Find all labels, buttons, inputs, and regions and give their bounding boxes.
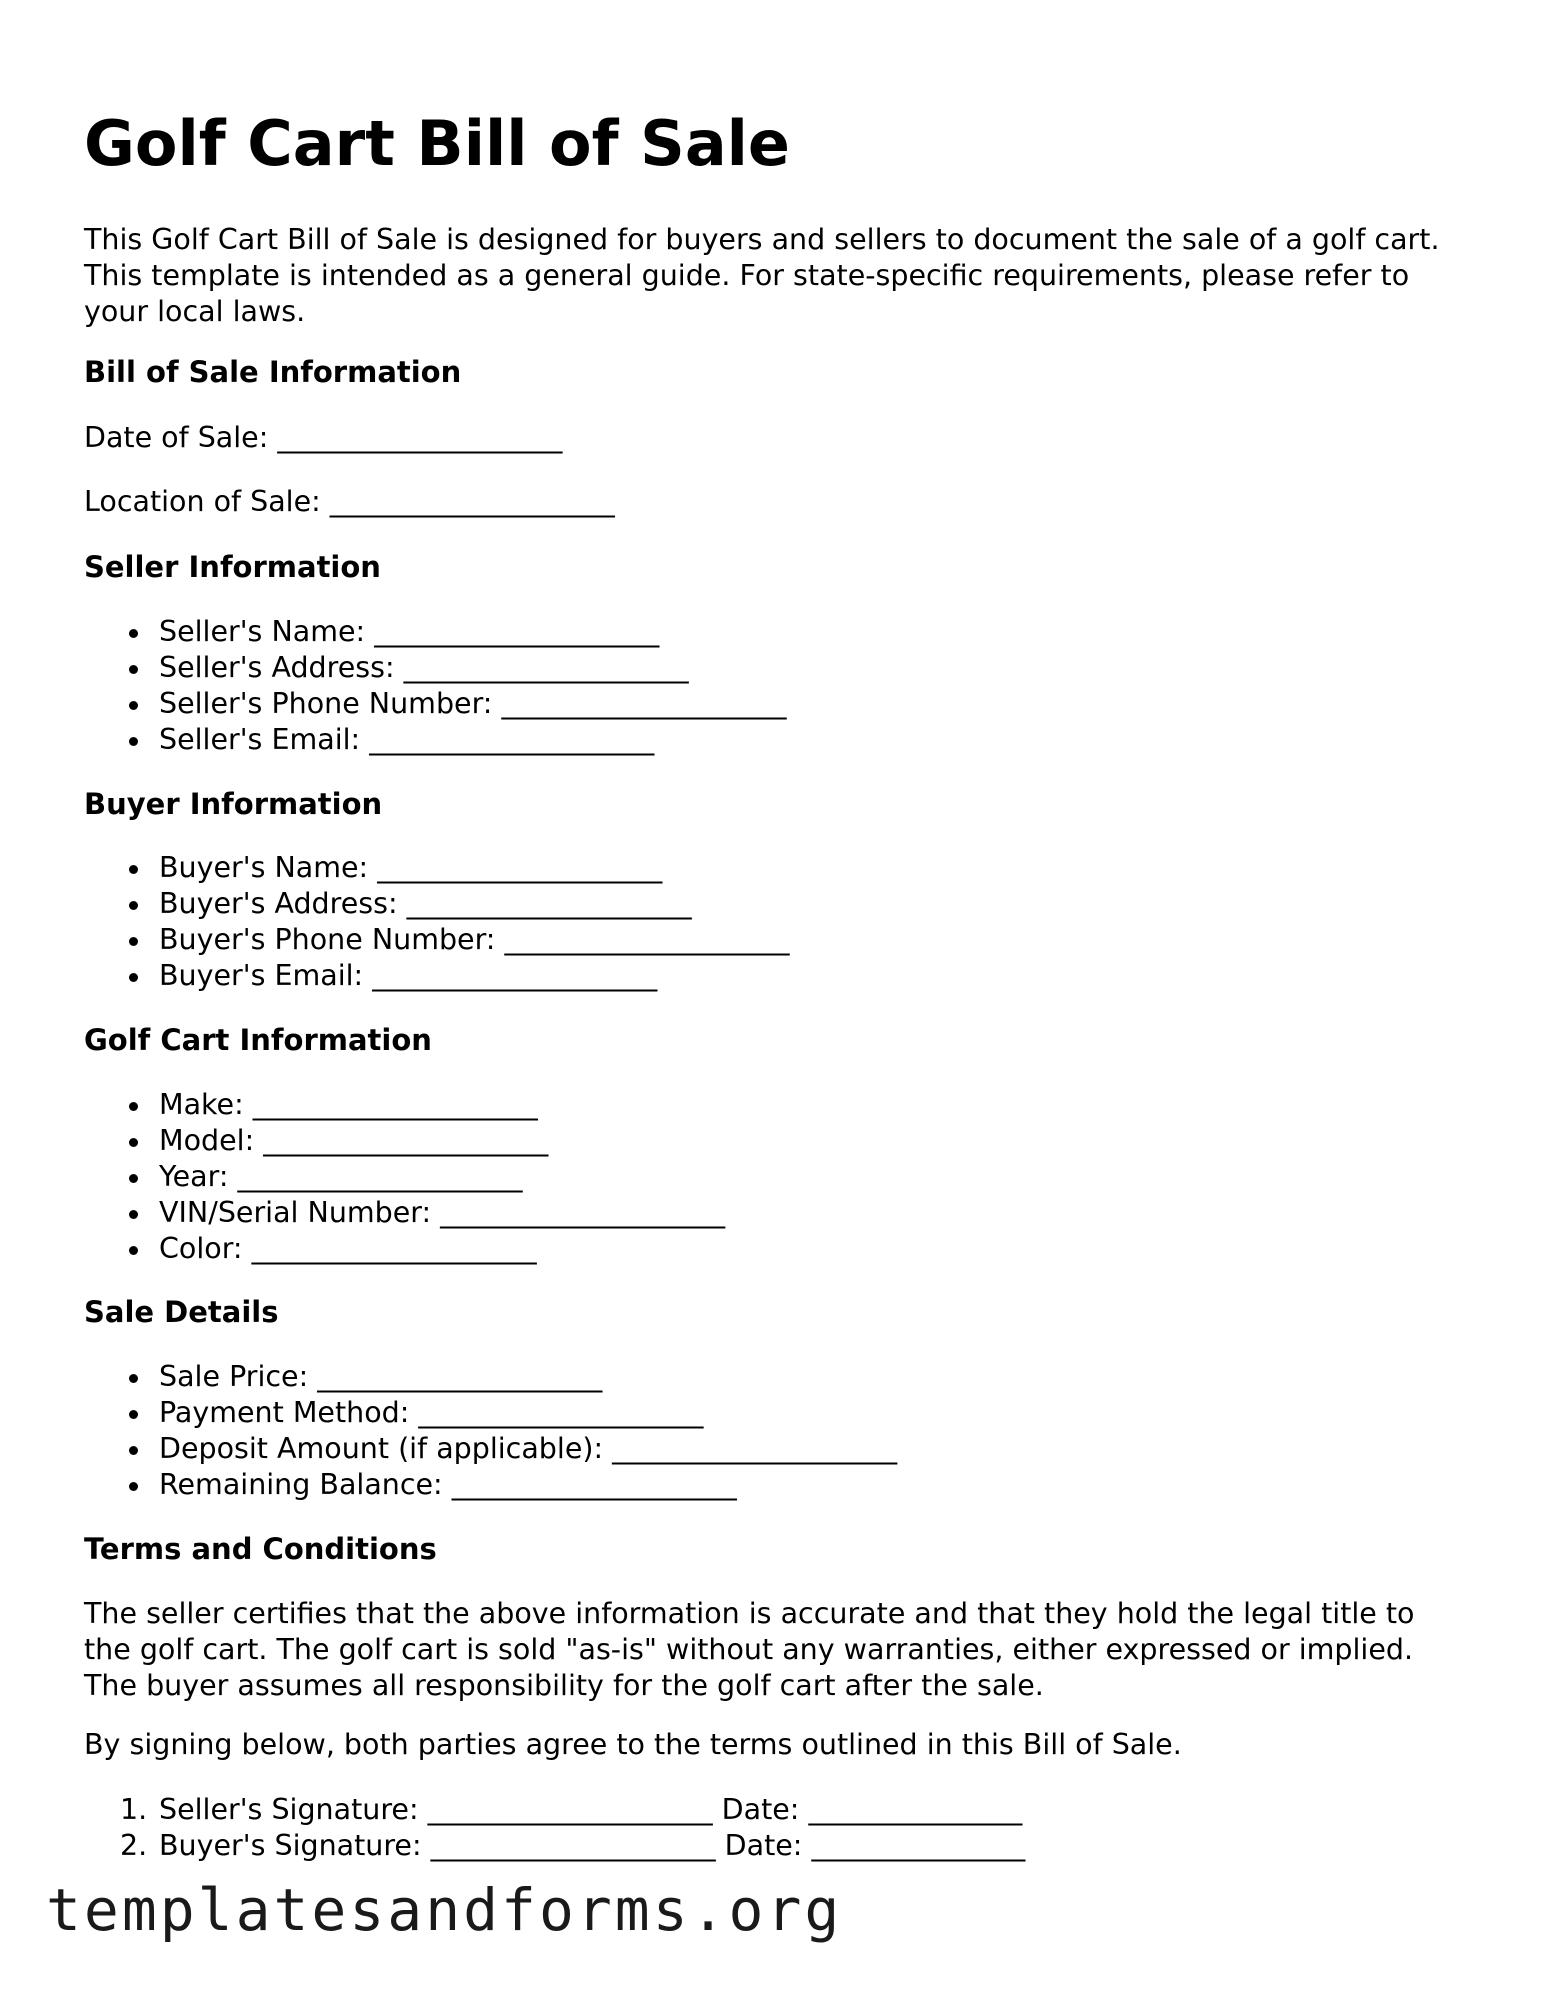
sale-details-list bbox=[84, 1359, 897, 1503]
seller-name-field: Seller's Name: ____________________ bbox=[84, 614, 786, 650]
buyer-address-field: Buyer's Address: ____________________ bbox=[84, 886, 789, 922]
vin-serial-field: VIN/Serial Number: ____________________ bbox=[84, 1195, 725, 1231]
remaining-balance-field: Remaining Balance: ____________________ bbox=[84, 1467, 897, 1503]
watermark: templatesandforms.org bbox=[46, 1876, 843, 1944]
seller-signature-line bbox=[84, 1792, 1025, 1828]
golf-cart-list bbox=[84, 1087, 725, 1267]
page-title: Golf Cart Bill of Sale bbox=[84, 107, 790, 180]
date-of-sale-field: Date of Sale: ____________________ bbox=[84, 421, 563, 454]
seller-email-field: Seller's Email: ____________________ bbox=[84, 722, 786, 758]
golf-cart-heading: Golf Cart Information bbox=[84, 1023, 432, 1057]
intro-paragraph: This Golf Cart Bill of Sale is designed for buyers and sellers to document the sale of a golf cart. This template is intended as a general guide. For state-specific requirements, please refer to your local laws. bbox=[84, 223, 1440, 328]
agreement-paragraph: By signing below, both parties agree to the terms outlined in this Bill of Sale. bbox=[84, 1728, 1182, 1761]
terms-paragraph: The seller certifies that the above information is accurate and that they hold the legal title to the golf cart. The golf cart is sold "as-is" without any warranties, either expressed or implied. The buyer assumes all responsibility for the golf cart after the sale. bbox=[84, 1597, 1415, 1702]
seller-list bbox=[84, 614, 786, 758]
deposit-amount-field: Deposit Amount (if applicable): ____________________ bbox=[84, 1431, 897, 1467]
seller-phone-field: Seller's Phone Number: ____________________ bbox=[84, 686, 786, 722]
terms-heading: Terms and Conditions bbox=[84, 1532, 437, 1566]
bill-of-sale-heading: Bill of Sale Information bbox=[84, 355, 462, 389]
buyer-name-field: Buyer's Name: ____________________ bbox=[84, 850, 789, 886]
sale-price-field: Sale Price: ____________________ bbox=[84, 1359, 897, 1395]
buyer-signature-text: Buyer's Signature: ____________________ Date: _______________ bbox=[159, 1829, 1026, 1862]
location-of-sale-field: Location of Sale: ____________________ bbox=[84, 485, 615, 518]
payment-method-field: Payment Method: ____________________ bbox=[84, 1395, 897, 1431]
color-field: Color: ____________________ bbox=[84, 1231, 725, 1267]
buyer-email-field: Buyer's Email: ____________________ bbox=[84, 958, 789, 994]
seller-signature-text: Seller's Signature: ____________________ Date: _______________ bbox=[159, 1793, 1023, 1826]
signature-list bbox=[84, 1792, 1025, 1864]
model-field: Model: ____________________ bbox=[84, 1123, 725, 1159]
seller-address-field: Seller's Address: ____________________ bbox=[84, 650, 786, 686]
seller-heading: Seller Information bbox=[84, 550, 381, 584]
buyer-heading: Buyer Information bbox=[84, 787, 383, 821]
buyer-phone-field: Buyer's Phone Number: ____________________ bbox=[84, 922, 789, 958]
year-field: Year: ____________________ bbox=[84, 1159, 725, 1195]
list-number: 1. bbox=[120, 1793, 148, 1826]
buyer-signature-line bbox=[84, 1828, 1025, 1864]
make-field: Make: ____________________ bbox=[84, 1087, 725, 1123]
sale-details-heading: Sale Details bbox=[84, 1295, 279, 1329]
buyer-list bbox=[84, 850, 789, 994]
list-number: 2. bbox=[120, 1829, 148, 1862]
